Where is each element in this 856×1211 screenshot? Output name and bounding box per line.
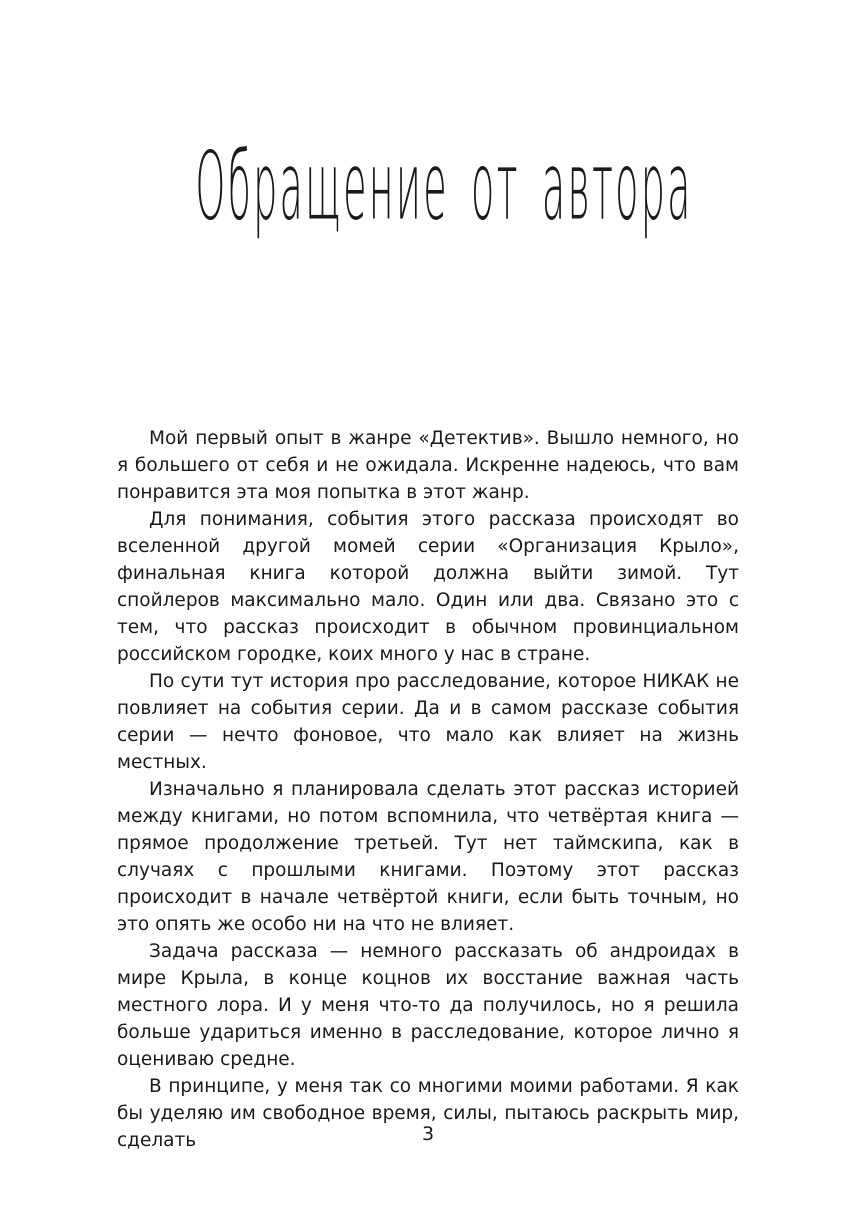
paragraph: Изначально я планировала сделать этот рассказ историей между книгами, но потом вспомнила, что четвёртая книга — прямое продолжение третьей. Тут нет таймскипа, как в случаях с прошлыми книгами. Поэтому этот рассказ происходит в начале четвёртой книги, если быть точным, но это опять же особо ни на что не влияет.	[117, 779, 739, 935]
page-title-text: Обращение от автора	[195, 132, 693, 242]
paragraph: В принципе, у меня так со многими моими работами. Я как бы уделяю им свободное время, силы, пытаюсь раскрыть мир, сделать	[117, 1076, 739, 1151]
paragraph: По сути тут история про расследование, которое НИКАК не повлияет на события серии. Да и в самом рассказе события серии — нечто фоновое, что мало как влияет на жизнь местных.	[117, 671, 739, 773]
paragraph: Мой первый опыт в жанре «Детектив». Вышло немного, но я большего от себя и не ожидала. Искренне надеюсь, что вам понравится эта моя попытка в этот жанр.	[117, 428, 739, 503]
page-number: 3	[421, 1123, 435, 1145]
body-text	[117, 425, 739, 1154]
paragraph: Задача рассказа — немного рассказать об андроидах в мире Крыла, в конце коцнов их восстание важная часть местного лора. И у меня что-то да получилось, но я решила больше удариться именно в расследование, которое лично я оцениваю средне.	[117, 941, 739, 1070]
paragraph: Для понимания, события этого рассказа происходят во вселенной другой момей серии «Организация Крыло», финальная книга которой должна выйти зимой. Тут спойлеров максимально мало. Один или два. Связано это с тем, что рассказ происходит в обычном провинциальном российском городке, коих много у нас в стране.	[117, 509, 739, 665]
page-title	[0, 118, 856, 258]
